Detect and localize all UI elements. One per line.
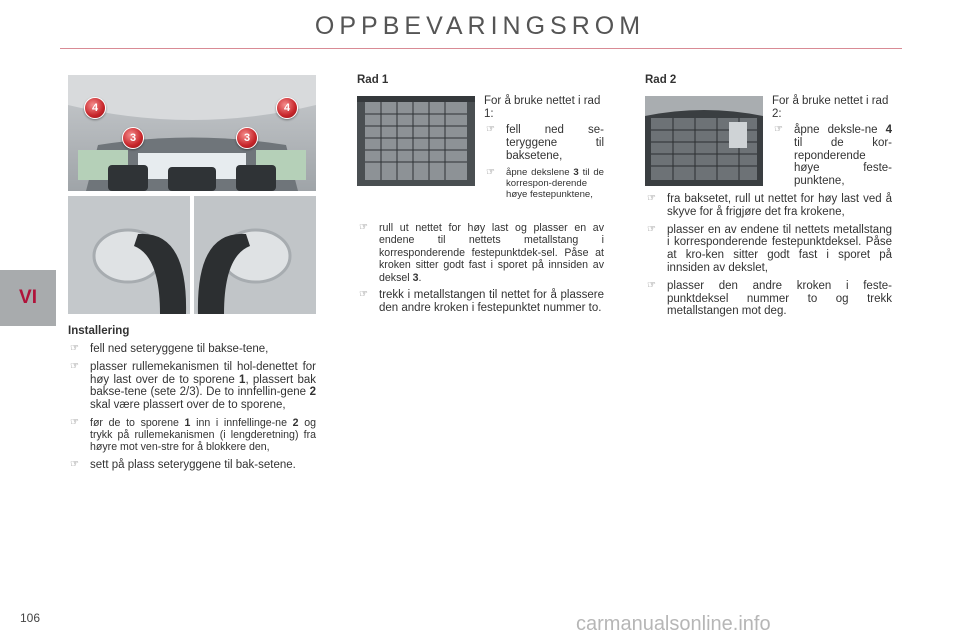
row1-net-photo	[357, 96, 475, 186]
chapter-label: VI	[19, 287, 37, 308]
marker-3-right: 3	[236, 127, 258, 149]
row2-intro: For å bruke nettet i rad 2:	[772, 95, 889, 120]
row2-step: ☞ plasser den andre kroken i feste-punktdeksel nummer to og trekk metallstangen mot deg.	[645, 280, 892, 318]
installing-heading: Installering	[68, 325, 130, 337]
row2-step: ☞ fra baksetet, rull ut nettet for høy last ved å skyve for å frigjøre det fra krokene,	[645, 193, 892, 219]
chapter-tab	[0, 270, 56, 326]
watermark: carmanualsonline.info	[576, 613, 771, 635]
row1-heading: Rad 1	[357, 74, 389, 86]
header-divider	[60, 48, 902, 49]
row2-side-step: ☞ åpne deksle-ne 4 til de kor-reponderende høye feste-punktene,	[772, 124, 892, 188]
row2-side-list	[772, 124, 892, 193]
installing-step: ☞ før de to sporene 1 inn i innfellinge-ne 2 og trykk på rullemekanismen (i lengderetning) fra høyre mot ven-stre for å blokkere den,	[68, 417, 316, 454]
roof-interior-photo	[68, 75, 316, 191]
row1-side-list	[484, 124, 604, 205]
row1-intro: For å bruke nettet i rad 1:	[484, 95, 601, 120]
row1-list	[357, 222, 604, 320]
installing-list	[68, 343, 316, 476]
page-number: 106	[20, 611, 41, 625]
marker-4-left: 4	[84, 97, 106, 119]
installing-step: ☞ fell ned seteryggene til bakse-tene,	[68, 343, 316, 356]
row2-list	[645, 193, 892, 323]
row1-step: ☞ trekk i metallstangen til nettet for å plassere den andre kroken i festepunktet nummer to.	[357, 289, 604, 315]
mechanism-photo	[68, 196, 316, 314]
row2-step: ☞ plasser en av endene til nettets metallstang i korresponderende festepunktdeksel. Påse at kro-ken sitter godt fast i sporet på innsiden av dekslet,	[645, 224, 892, 275]
installing-step: ☞ sett på plass seteryggene til bak-setene.	[68, 459, 316, 472]
row1-side-step: ☞ åpne dekslene 3 til de korrespon-derende høye festepunktene,	[484, 167, 604, 200]
marker-4-right: 4	[276, 97, 298, 119]
marker-3-left: 3	[122, 127, 144, 149]
installing-step: ☞ plasser rullemekanismen til hol-denettet for høy last over de to sporene 1, plassert bak bakse-tene (sete 2/3). De to innfellin-gene 2 skal være plassert over de to sporene,	[68, 361, 316, 412]
page-title: OPPBEVARINGSROM	[314, 12, 646, 40]
row2-heading: Rad 2	[645, 74, 677, 86]
row1-step: ☞ rull ut nettet for høy last og plasser en av endene til nettets metallstang i korresponderende festepunktdek-sel. Påse at kroken sitter godt fast i sporet på innsiden av deksel 3.	[357, 222, 604, 284]
row2-net-photo	[645, 96, 763, 186]
row1-side-step: ☞ fell ned se-teryggene til baksetene,	[484, 124, 604, 162]
